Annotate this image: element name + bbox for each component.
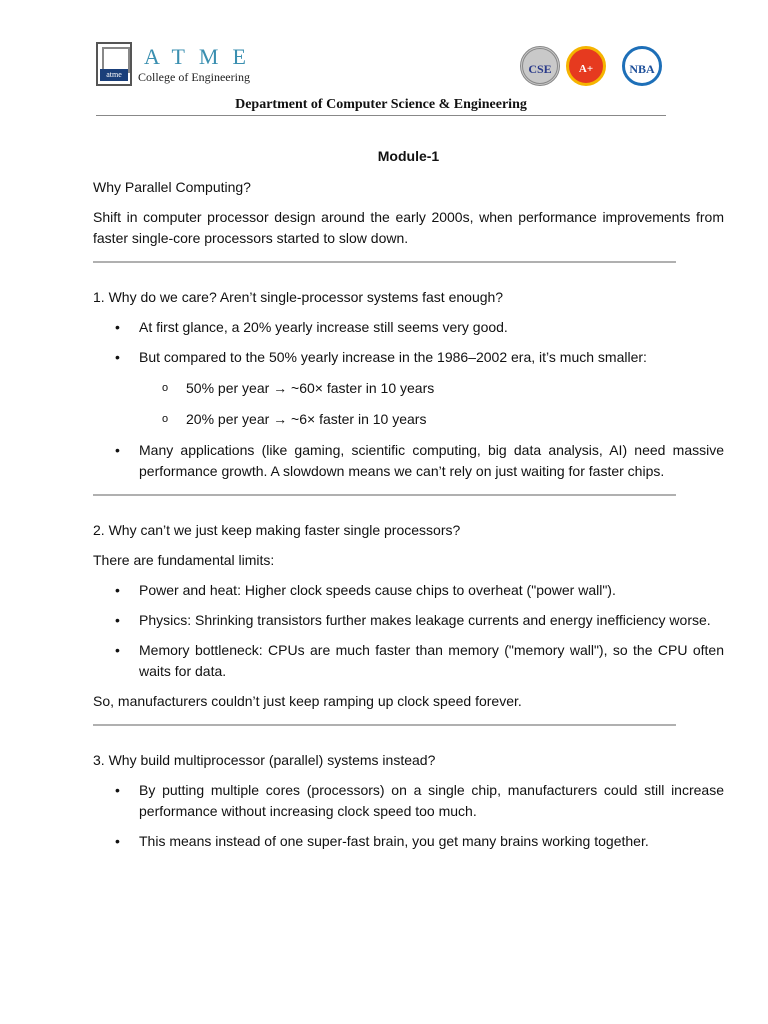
naac-badge-icon: A+ — [566, 46, 606, 86]
cse-badge-icon: CSE — [520, 46, 560, 86]
section-2-lead: There are fundamental limits: — [93, 552, 275, 568]
sub-list-item: o 20% per year → ~6× faster in 10 years — [139, 409, 724, 430]
section-3-list — [93, 780, 724, 852]
intro-heading: Why Parallel Computing? — [93, 179, 251, 195]
section-divider — [93, 494, 676, 496]
list-item: • Many applications (like gaming, scientific computing, big data analysis, AI) need massive performance growth. A slowdown means we can’t rely on just waiting for faster chips. — [93, 440, 724, 482]
header-divider — [96, 115, 666, 116]
brand-name: ATME — [144, 44, 260, 69]
list-item: • Physics: Shrinking transistors further makes leakage currents and energy inefficiency worse. — [93, 610, 724, 631]
letterhead — [96, 42, 666, 116]
college-name: College of Engineering — [138, 70, 250, 84]
section-2-heading: 2. Why can’t we just keep making faster single processors? — [93, 522, 461, 538]
list-item-text: But compared to the 50% yearly increase in the 1986–2002 era, it’s much smaller: — [139, 349, 647, 365]
list-item: • By putting multiple cores (processors) on a single chip, manufacturers could still increase performance without increasing clock speed too much. — [93, 780, 724, 822]
list-item: • At first glance, a 20% yearly increase still seems very good. — [93, 317, 724, 338]
department-title: Department of Computer Science & Engineering — [235, 97, 527, 112]
list-item: • This means instead of one super-fast brain, you get many brains working together. — [93, 831, 724, 852]
sub-list — [139, 378, 724, 430]
college-logo — [96, 42, 132, 86]
list-item: • Power and heat: Higher clock speeds cause chips to overheat ("power wall"). — [93, 580, 724, 601]
section-1-heading: 1. Why do we care? Aren’t single-processor systems fast enough? — [93, 289, 504, 305]
logo-tag: atme — [100, 69, 128, 81]
module-title: Module-1 — [377, 148, 440, 164]
intro-text: Shift in computer processor design around the early 2000s, when performance improvements from faster single-core processors started to slow down. — [93, 209, 724, 246]
sub-list-item: o 50% per year → ~60× faster in 10 years — [139, 378, 724, 399]
nba-badge-icon: NBA — [622, 46, 662, 86]
section-1-list — [93, 317, 724, 482]
list-item — [93, 347, 724, 430]
section-3-heading: 3. Why build multiprocessor (parallel) systems instead? — [93, 752, 436, 768]
section-divider — [93, 261, 676, 263]
section-2-closing: So, manufacturers couldn’t just keep ramping up clock speed forever. — [93, 693, 522, 709]
list-item: • Memory bottleneck: CPUs are much faster than memory ("memory wall"), so the CPU often waits for data. — [93, 640, 724, 682]
section-2-list — [93, 580, 724, 682]
document-body — [93, 146, 724, 861]
section-divider — [93, 724, 676, 726]
